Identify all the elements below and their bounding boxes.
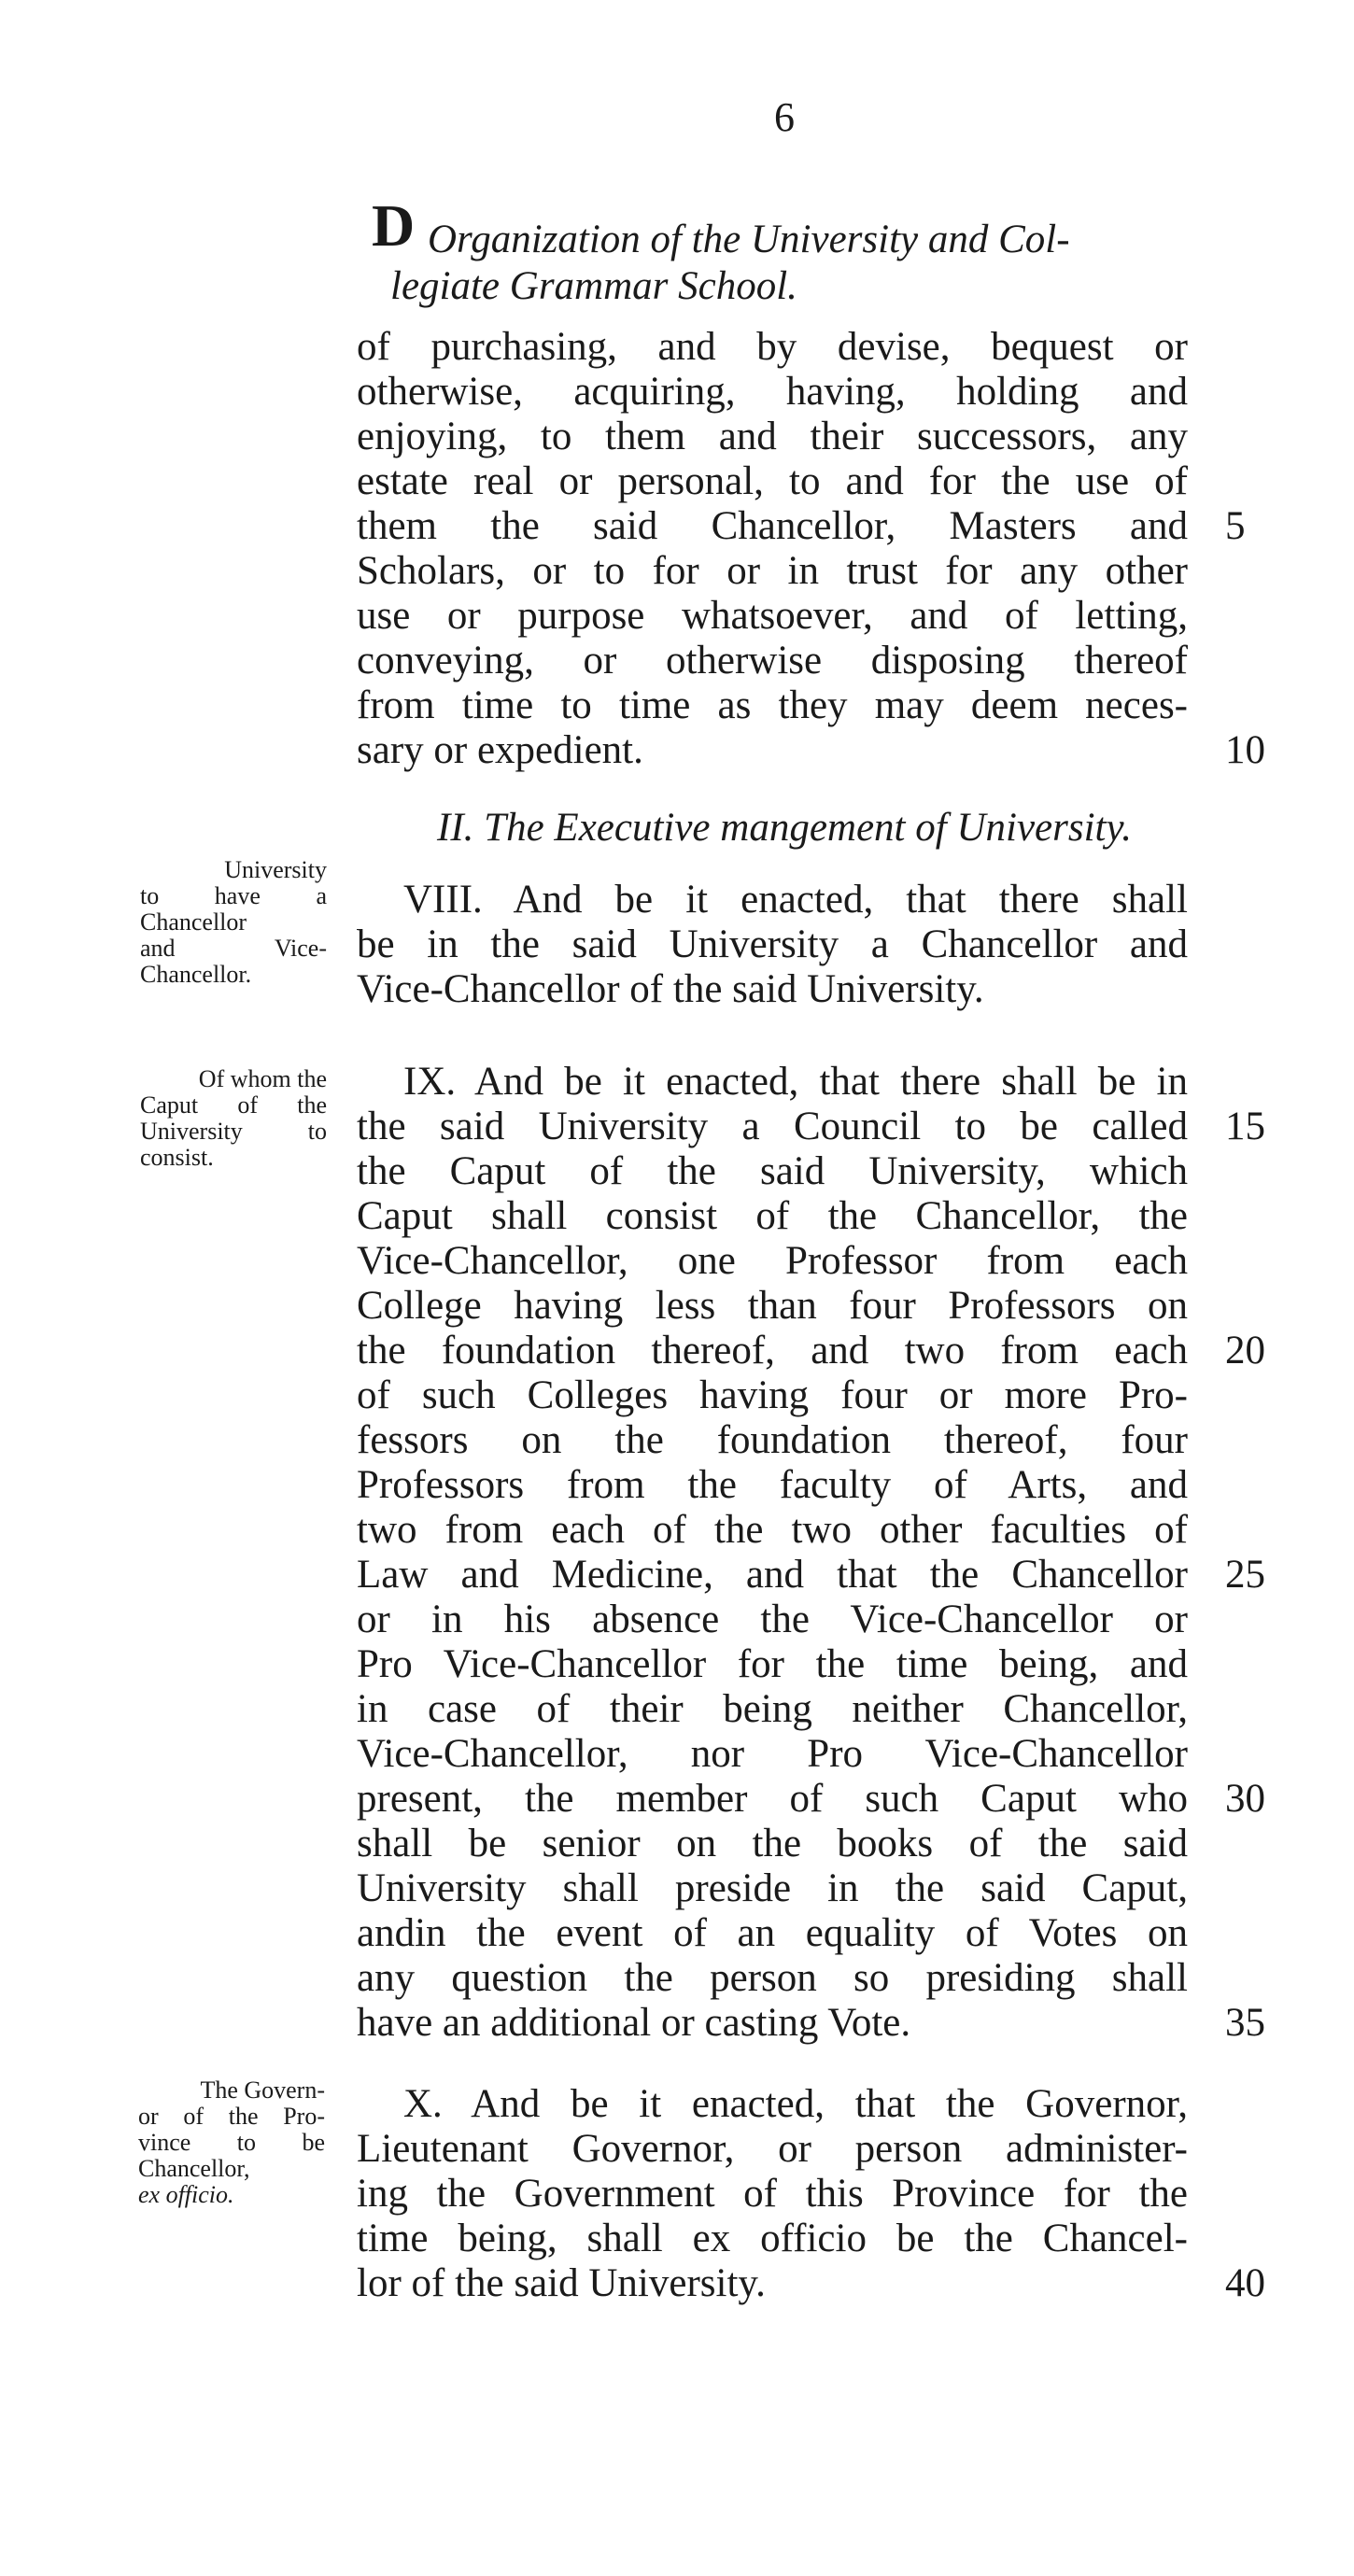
line-number: 35 bbox=[1225, 2001, 1265, 2045]
text-line: be in the said University a Chancellor and bbox=[357, 922, 1188, 966]
text-line: Scholars, or to for or in trust for any other bbox=[357, 549, 1188, 593]
line-number: 25 bbox=[1225, 1553, 1265, 1597]
text-line: Pro Vice-Chancellor for the time being, and bbox=[357, 1642, 1188, 1686]
text-line: Lieutenant Governor, or person administer- bbox=[357, 2127, 1188, 2171]
text-line: of purchasing, and by devise, bequest or bbox=[357, 325, 1188, 369]
text-line: conveying, or otherwise disposing thereof bbox=[357, 639, 1188, 683]
text-line: Vice-Chancellor of the said University. bbox=[357, 967, 984, 1011]
page-number: 6 bbox=[774, 94, 795, 140]
line-number: 30 bbox=[1225, 1777, 1265, 1821]
text-line: andin the event of an equality of Votes on bbox=[357, 1911, 1188, 1955]
section-heading: II. The Executive mangement of University. bbox=[437, 806, 1132, 850]
text-line: have an additional or casting Vote. 35 bbox=[357, 2001, 1265, 2045]
margin-note-chancellor: University to have a Chancellor and Vice- Chancellor. bbox=[140, 856, 327, 988]
section-x bbox=[357, 2082, 1265, 2306]
text-line: estate real or personal, to and for the use of bbox=[357, 459, 1188, 503]
text-line: otherwise, acquiring, having, holding and bbox=[357, 370, 1188, 414]
text-line: the foundation thereof, and two from each 20 bbox=[357, 1329, 1265, 1372]
text-line: from time to time as they may deem neces- bbox=[357, 683, 1188, 727]
text-line: Professors from the faculty of Arts, and bbox=[357, 1463, 1188, 1507]
text-line: X. And be it enacted, that the Governor, bbox=[403, 2082, 1188, 2126]
text-line: any question the person so presiding shall bbox=[357, 1956, 1188, 2000]
text-line: time being, shall ex officio be the Chancel- bbox=[357, 2217, 1188, 2260]
section-viii bbox=[357, 878, 1188, 1012]
line-number: 20 bbox=[1225, 1329, 1265, 1372]
line-number: 40 bbox=[1225, 2261, 1265, 2305]
text-line: the said University a Council to be called 15 bbox=[357, 1105, 1265, 1148]
text-line: present, the member of such Caput who 30 bbox=[357, 1777, 1265, 1821]
text-line: of such Colleges having four or more Pro- bbox=[357, 1373, 1188, 1417]
text-line: College having less than four Professors on bbox=[357, 1284, 1188, 1328]
paragraph-continuation bbox=[357, 325, 1265, 773]
text-line: sary or expedient. 10 bbox=[357, 728, 1265, 772]
text-line: use or purpose whatsoever, and of letting, bbox=[357, 594, 1188, 638]
text-line: VIII. And be it enacted, that there shall bbox=[403, 878, 1188, 922]
text-line: Vice-Chancellor, one Professor from each bbox=[357, 1239, 1188, 1283]
text-line: fessors on the foundation thereof, four bbox=[357, 1418, 1188, 1462]
text-line: lor of the said University. 40 bbox=[357, 2261, 1265, 2305]
line-number: 5 bbox=[1225, 504, 1246, 548]
signature-mark: D bbox=[372, 192, 416, 259]
text-line: the Caput of the said University, which bbox=[357, 1149, 1188, 1193]
margin-note-caput: Of whom the Caput of the University to consist. bbox=[140, 1065, 327, 1171]
text-line: them the said Chancellor, Masters and 5 bbox=[357, 504, 1246, 548]
text-line: Vice-Chancellor, nor Pro Vice-Chancellor bbox=[357, 1732, 1188, 1776]
margin-note-governor: The Govern- or of the Pro- vince to be Chancellor, ex officio. bbox=[138, 2076, 325, 2208]
line-number: 15 bbox=[1225, 1105, 1265, 1148]
section-ix bbox=[357, 1060, 1265, 2046]
line-number: 10 bbox=[1225, 728, 1265, 772]
running-head-title bbox=[390, 217, 1184, 310]
text-line: Law and Medicine, and that the Chancellor 25 bbox=[357, 1553, 1265, 1597]
text-line: enjoying, to them and their successors, any bbox=[357, 415, 1188, 458]
text-line: IX. And be it enacted, that there shall be in bbox=[403, 1060, 1188, 1104]
text-line: two from each of the two other faculties of bbox=[357, 1508, 1188, 1552]
text-line: ing the Government of this Province for the bbox=[357, 2172, 1188, 2216]
text-line: University shall preside in the said Caput, bbox=[357, 1866, 1188, 1910]
text-line: Caput shall consist of the Chancellor, the bbox=[357, 1194, 1188, 1238]
text-line: shall be senior on the books of the said bbox=[357, 1822, 1188, 1865]
running-head-line: Organization of the University and Col- bbox=[428, 218, 1070, 261]
running-head-line: legiate Grammar School. bbox=[390, 264, 797, 308]
text-line: or in his absence the Vice-Chancellor or bbox=[357, 1598, 1188, 1641]
text-line: in case of their being neither Chancellor, bbox=[357, 1687, 1188, 1731]
